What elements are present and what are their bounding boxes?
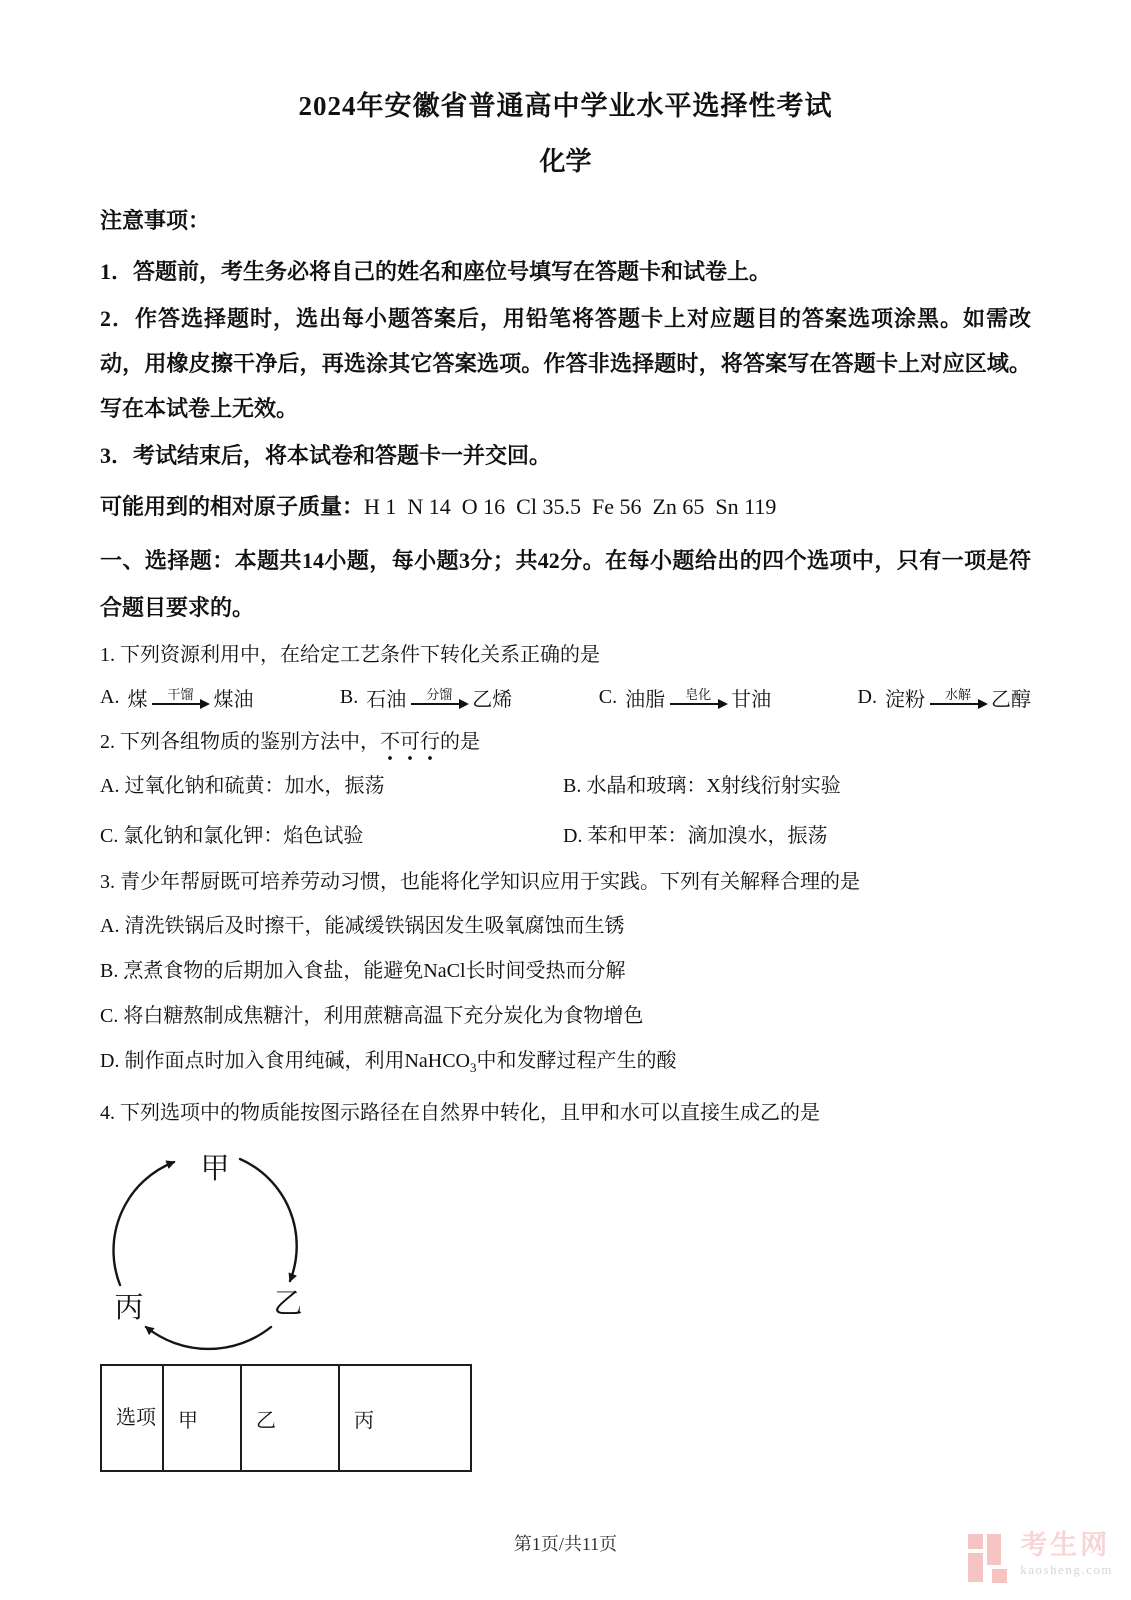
product: 乙烯 — [472, 689, 513, 711]
table-header-yi: 乙 — [241, 1365, 339, 1471]
option-text: 中和发酵过程产生的酸 — [476, 1050, 677, 1072]
product: 乙醇 — [991, 689, 1031, 711]
reactant: 石油 — [366, 689, 407, 711]
question-3-option-a: A. 清洗铁锅后及时擦干，能减缓铁锅因发生吸氧腐蚀而生锈 — [100, 915, 625, 937]
atomic-masses-values: H 1 N 14 O 16 Cl 35.5 Fe 56 Zn 65 Sn 119 — [364, 494, 777, 519]
question-1-stem: 1. 下列资源利用中，在给定工艺条件下转化关系正确的是 — [100, 644, 600, 666]
question-2 — [100, 728, 1031, 850]
table-header-row — [101, 1365, 471, 1471]
question-2-option-b: B. 水晶和玻璃：X射线衍射实验 — [563, 775, 841, 797]
notice-item-3: 3．考试结束后，将本试卷和答题卡一并交回。 — [100, 443, 552, 468]
question-1-option-c — [599, 683, 771, 712]
kaosheng-watermark — [968, 1530, 1113, 1586]
question-4-table — [100, 1364, 472, 1472]
cycle-label-jia: 甲 — [200, 1153, 230, 1185]
option-label: C. — [598, 686, 618, 708]
stem-text: 2. 下列各组物质的鉴别方法中， — [100, 731, 380, 753]
arrow-jia-to-yi — [240, 1159, 297, 1281]
reaction-arrow-icon — [411, 688, 467, 711]
notice-item-2: 2．作答选择题时，选出每小题答案后，用铅笔将答题卡上对应题目的答案选项涂黑。如需改动，用橡皮擦干净后，再选涂其它答案选项。作答非选择题时，将答案写在答题卡上对应区域。写在本试卷上无效。 — [100, 306, 1031, 421]
cycle-label-bing: 丙 — [114, 1292, 144, 1324]
question-2-option-d: D. 苯和甲苯：滴加溴水，振荡 — [563, 825, 828, 847]
arrow-shaft — [411, 703, 467, 705]
kaosheng-logo-text — [1020, 1530, 1113, 1577]
question-4-stem: 4. 下列选项中的物质能按图示路径在自然界中转化，且甲和水可以直接生成乙的是 — [100, 1102, 820, 1124]
chemical-subscript: 3 — [470, 1060, 477, 1075]
logo-block — [992, 1569, 1007, 1583]
reaction-condition: 水解 — [944, 687, 971, 702]
notice-item-1: 1．答题前，考生务必将自己的姓名和座位号填写在答题卡和试卷上。 — [100, 259, 772, 284]
reaction-arrow-icon — [670, 688, 726, 711]
question-2-option-a: A. 过氧化钠和硫黄：加水，振荡 — [100, 775, 385, 797]
product: 甘油 — [731, 689, 772, 711]
question-2-options — [100, 772, 1031, 850]
page-number: 第1页/共11页 — [513, 1534, 618, 1554]
question-1-option-b — [340, 683, 512, 712]
arrow-bing-to-jia — [114, 1162, 174, 1285]
kaosheng-logo-icon — [968, 1532, 1010, 1586]
table-header-jia: 甲 — [163, 1365, 241, 1471]
logo-block — [987, 1534, 1001, 1565]
notices-section — [100, 204, 1031, 478]
reaction-condition: 干馏 — [167, 687, 194, 702]
exam-subject: 化学 — [539, 147, 592, 176]
notices-heading: 注意事项： — [100, 208, 211, 233]
question-1 — [100, 641, 1031, 712]
option-label: A. — [100, 686, 120, 708]
atomic-masses-line — [100, 490, 1031, 521]
cycle-diagram-wrap — [104, 1131, 1031, 1362]
question-3-option-c: C. 将白糖熬制成焦糖汁，利用蔗糖高温下充分炭化为食物增色 — [100, 1005, 644, 1027]
kaosheng-site-name: 考生网 — [1020, 1530, 1111, 1560]
question-3 — [100, 868, 1031, 1082]
question-1-options — [100, 683, 1031, 712]
table-header-bing: 丙 — [339, 1365, 471, 1471]
reaction-condition: 皂化 — [685, 687, 712, 702]
question-3-option-d — [100, 1047, 1031, 1082]
exam-title: 2024年安徽省普通高中学业水平选择性考试 — [298, 91, 833, 121]
reaction-arrow-icon — [930, 688, 986, 711]
emphasized-text: 不可行 — [380, 731, 440, 761]
cycle-diagram — [104, 1131, 316, 1357]
reactant: 油脂 — [625, 689, 666, 711]
option-label: B. — [339, 686, 359, 708]
question-1-option-a — [100, 683, 253, 712]
question-2-stem — [100, 728, 1031, 756]
product: 煤油 — [213, 689, 254, 711]
option-text: D. 制作面点时加入食用纯碱，利用NaHCO — [100, 1050, 470, 1072]
question-1-option-d — [858, 683, 1031, 712]
option-label: D. — [857, 686, 877, 708]
question-4 — [100, 1099, 1031, 1472]
stem-text: 的是 — [440, 731, 480, 753]
logo-block — [968, 1534, 983, 1549]
kaosheng-site-domain: kaosheng.com — [1020, 1562, 1113, 1577]
reaction-arrow-icon — [152, 688, 208, 711]
question-3-stem: 3. 青少年帮厨既可培养劳动习惯，也能将化学知识应用于实践。下列有关解释合理的是 — [100, 871, 860, 893]
arrow-shaft — [670, 703, 726, 705]
arrow-shaft — [930, 703, 986, 705]
logo-block — [968, 1553, 983, 1582]
reactant: 煤 — [127, 689, 148, 711]
arrow-shaft — [152, 703, 208, 705]
atomic-masses-label: 可能用到的相对原子质量： — [100, 494, 365, 519]
table-header-option: 选项 — [101, 1365, 163, 1471]
arrow-yi-to-bing — [146, 1327, 271, 1349]
reaction-condition: 分馏 — [426, 687, 453, 702]
section-one-heading: 一、选择题：本题共14小题，每小题3分；共42分。在每小题给出的四个选项中，只有一项是符合题目要求的。 — [100, 548, 1031, 620]
question-3-option-b: B. 烹煮食物的后期加入食盐，能避免NaCl长时间受热而分解 — [100, 960, 626, 982]
cycle-label-yi: 乙 — [273, 1288, 303, 1320]
question-2-option-c: C. 氯化钠和氯化钾：焰色试验 — [100, 825, 364, 847]
reactant: 淀粉 — [885, 689, 925, 711]
